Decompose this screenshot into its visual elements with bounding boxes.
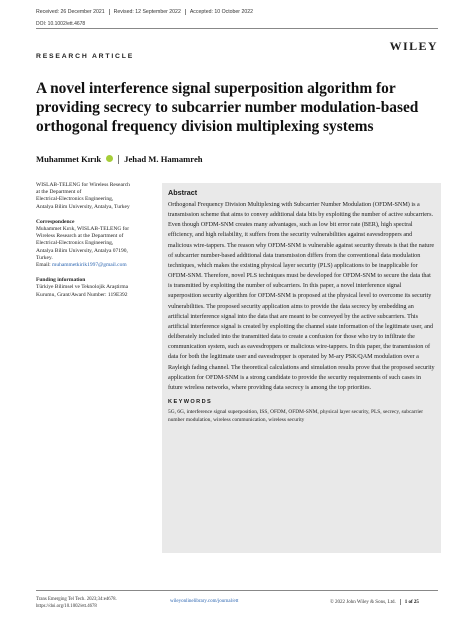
article-doi[interactable]: DOI: 10.1002/ett.4678 bbox=[36, 21, 86, 27]
affiliation-line: at the Department of bbox=[36, 189, 82, 196]
correspondence-heading: Correspondence bbox=[36, 218, 75, 225]
journal-site-link[interactable]: wileyonlinelibrary.com/journal/ett bbox=[170, 599, 239, 604]
copyright: © 2022 John Wiley & Sons, Ltd. bbox=[330, 599, 396, 605]
publisher-logo: WILEY bbox=[389, 39, 438, 53]
divider bbox=[109, 9, 110, 15]
correspondence-line: Electrical-Electronics Engineering, bbox=[36, 240, 114, 247]
author-list bbox=[36, 154, 203, 164]
footer-doi-link[interactable]: https://doi.org/10.1002/ett.4678 bbox=[36, 603, 97, 609]
funding bbox=[36, 277, 158, 299]
email-label: Email: bbox=[36, 262, 51, 269]
orcid-icon[interactable] bbox=[106, 155, 113, 162]
author-name[interactable]: Jehad M. Hamamreh bbox=[124, 154, 203, 164]
footer-citation bbox=[36, 597, 117, 610]
abstract-text: Orthogonal Frequency Division Multiplexing with Subcarrier Number Modulation (OFDM-SNM) is a transmission scheme that aims to convey additional data bits by exploiting the number of active subcarriers. Even though OFDM-SNM creates many advantages, such as low bit error rate (BER), high spectral efficiency, and high reliability, it suffers from the security vulnerabilities against eavesdroppers and malicious wire-tappers. The reason why OFDM-SNM is vulnerable against security threats is that the nature of subcarrier number-based additional data transmission differs from the conventional data modulation techniques, which makes the existing physical layer security (PLS) applications to be inapplicable for OFDM-SNM. Therefore, novel PLS techniques must be developed for OFDM-SNM to secure the data that is transmitted by exploiting the number of subcarriers. In this paper, a novel interference signal superposition security algorithm for OFDM-SNM is proposed at the physical level to overcome its security vulnerabilities. The proposed security application aims to provide the data secrecy by embedding an artificial interference signal into the data that are meant to be conveyed by the active subcarriers. This artificial interference signal is created by exploiting the channel state information of the legitimate user, and deliberately included into the transmitted data to create a confusion for those who try to infiltrate the communication system, such as eavesdroppers or malicious wire-tappers. In this paper, the transmission of data for both the legitimate user and eavesdropper is operated by M-ary PSK/QAM modulation over a Rayleigh fading channel. The theoretical calculations and simulation results prove that the proposed security application for OFDM-SNM is a strong candidate to provide the security requirements of such cases in future wireless networks, where providing data secrecy is among the top priorities. bbox=[168, 202, 435, 391]
sidebar-info bbox=[36, 182, 158, 307]
author-name[interactable]: Muhammet Kırık bbox=[36, 154, 102, 164]
email-link[interactable]: muhammetkirik1997@gmail.com bbox=[52, 262, 127, 269]
article-type: RESEARCH ARTICLE bbox=[36, 53, 135, 60]
header-rule bbox=[36, 28, 438, 29]
affiliation bbox=[36, 182, 158, 211]
received-date: Received: 26 December 2021 bbox=[36, 9, 105, 15]
page-number: 1 of 25 bbox=[404, 599, 419, 605]
correspondence-line: Antalya Bilim University, Antalya 07190, bbox=[36, 247, 128, 254]
revised-date: Revised: 12 September 2022 bbox=[113, 9, 181, 15]
author-separator bbox=[118, 155, 119, 164]
funding-line: Türkiye Bilimsel ve Teknolojik Araştirma bbox=[36, 284, 129, 291]
email-row bbox=[36, 262, 158, 269]
divider bbox=[185, 9, 186, 15]
article-dates bbox=[36, 9, 253, 15]
funding-heading: Funding information bbox=[36, 277, 86, 284]
funding-line: Kurumu, Grant/Award Number: 119E392 bbox=[36, 291, 128, 298]
divider bbox=[400, 599, 401, 605]
accepted-date: Accepted: 10 October 2022 bbox=[189, 9, 254, 15]
affiliation-line: Electrical-Electronics Engineering, bbox=[36, 196, 114, 203]
keywords-text: 5G, 6G, interference signal superposition, ISS, OFDM, OFDM-SNM, physical layer security, PLS, secrecy, subcarrier number modulation, wireless communication, wireless security bbox=[168, 408, 424, 424]
paper-title: A novel interference signal superposition algorithm for providing secrecy to subcarrier number modulation-based orthogonal frequency division multiplexing systems bbox=[36, 80, 419, 135]
correspondence-line: Turkey. bbox=[36, 254, 53, 261]
correspondence-line: Wireless Research at the Department of bbox=[36, 233, 124, 240]
journal-citation: Trans Emerging Tel Tech. 2023;34:e4678. bbox=[36, 597, 117, 602]
abstract-box bbox=[162, 183, 441, 553]
keywords-heading: KEYWORDS bbox=[168, 398, 213, 405]
footer-rule bbox=[36, 590, 438, 591]
affiliation-line: WISLAB-TELENG for Wireless Research bbox=[36, 182, 130, 188]
affiliation-line: Antalya Bilim University, Antalya, Turkey bbox=[36, 203, 130, 210]
correspondence bbox=[36, 219, 158, 269]
abstract-heading: Abstract bbox=[168, 188, 198, 197]
correspondence-line: Muhammet Kırık, WISLAB-TELENG for bbox=[36, 226, 130, 233]
footer-right bbox=[330, 599, 419, 605]
